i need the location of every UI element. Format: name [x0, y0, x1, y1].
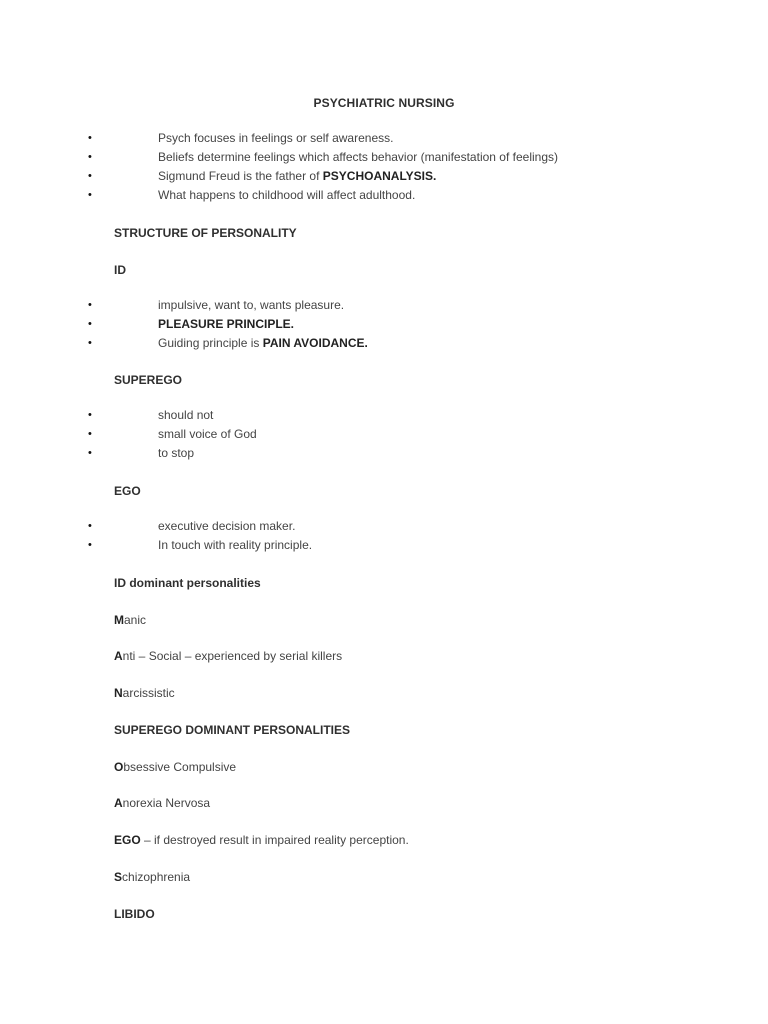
superego-heading: SUPEREGO — [114, 373, 183, 387]
list-item-text: small voice of God — [158, 427, 257, 441]
bullet-icon: • — [88, 299, 92, 311]
bullet-icon: • — [88, 520, 92, 532]
list-item-text: PLEASURE PRINCIPLE. — [158, 317, 295, 331]
bullet-icon: • — [88, 409, 92, 421]
ego-note: EGO – if destroyed result in impaired reality perception. — [114, 833, 409, 847]
bullet-icon: • — [88, 189, 92, 201]
id-heading: ID — [114, 263, 126, 277]
bullet-icon: • — [88, 539, 92, 551]
personality-item-manic: Manic — [114, 613, 147, 627]
personality-item-schizophrenia: Schizophrenia — [114, 870, 191, 884]
personality-item-anorexia-nervosa: Anorexia Nervosa — [114, 796, 211, 810]
bullet-icon: • — [88, 170, 92, 182]
bullet-icon: • — [88, 132, 92, 144]
libido-heading: LIBIDO — [114, 907, 155, 921]
ego-heading: EGO — [114, 484, 141, 498]
list-item-text: should not — [158, 408, 214, 422]
superego-dominant-heading: SUPEREGO DOMINANT PERSONALITIES — [114, 723, 351, 737]
list-item-text: executive decision maker. — [158, 519, 296, 533]
bullet-icon: • — [88, 151, 92, 163]
bullet-icon: • — [88, 337, 92, 349]
list-item-text: Guiding principle is PAIN AVOIDANCE. — [158, 336, 368, 350]
structure-heading: STRUCTURE OF PERSONALITY — [114, 226, 297, 240]
personality-item-obsessive-compulsive: Obsessive Compulsive — [114, 760, 237, 774]
bullet-icon: • — [88, 318, 92, 330]
list-item-text: Beliefs determine feelings which affects behavior (manifestation of feelings) — [158, 150, 558, 164]
list-item-text: Psych focuses in feelings or self awareness. — [158, 131, 394, 145]
list-item-text: impulsive, want to, wants pleasure. — [158, 298, 345, 312]
bullet-icon: • — [88, 447, 92, 459]
id-dominant-heading: ID dominant personalities — [114, 576, 261, 590]
list-item-text: What happens to childhood will affect adulthood. — [158, 188, 416, 202]
bullet-icon: • — [88, 428, 92, 440]
personality-item-narcissistic: Narcissistic — [114, 686, 175, 700]
list-item-text: Sigmund Freud is the father of PSYCHOANALYSIS. — [158, 169, 437, 183]
list-item-text: In touch with reality principle. — [158, 538, 313, 552]
personality-item-antisocial: Anti – Social – experienced by serial killers — [114, 649, 343, 663]
page-title: PSYCHIATRIC NURSING — [313, 96, 455, 110]
list-item-text: to stop — [158, 446, 195, 460]
